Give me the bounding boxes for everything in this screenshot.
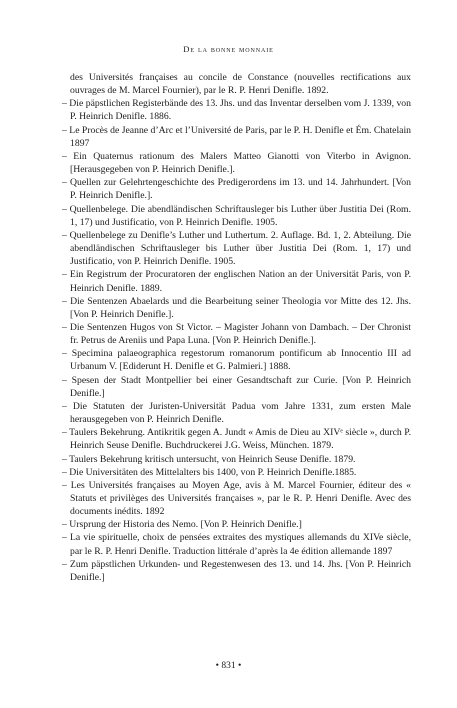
bibliography-entry: – Quellenbelege. Die abendländischen Schriftausleger bis Luther über Justitia Dei (Rom. 1, 17) und Justificatio, von P. Heinrich Denifle. 1905.: [62, 203, 411, 228]
bibliography-entry: – Ein Quaternus rationum des Malers Matteo Gianotti von Viterbo in Avignon. [Herausgegeben von P. Heinrich Denifle.].: [62, 150, 411, 176]
bibliography-list: [62, 71, 411, 584]
continued-entry: des Universités françaises au concile de Constance (nouvelles rectifications aux ouvrages de M. Marcel Fournier), par le R. P. Henri Denifle. 1892.: [70, 72, 411, 97]
bibliography-entry: – Die Sentenzen Abaelards und die Bearbeitung seiner Theologia vor Mitte des 12. Jhs. [Von P. Heinrich Denifle.].: [62, 295, 411, 320]
bibliography-entry: – Ursprung der Historia des Nemo. [Von P. Heinrich Denifle.]: [62, 519, 302, 531]
bibliography-entry: – Specimina palaeographica regestorum romanorum pontificum ab Innocentio III ad Urbanum V. [Ediderunt H. Denifle et G. Palmieri.] 1888.: [62, 348, 411, 373]
bibliography-entry: – Quellenbelege zu Denifle’s Luther und Luthertum. 2. Auflage. Bd. 1, 2. Abteilung. Die abendländischen Schriftausleger bis Luther über Justitia Dei (Rom. 1, 17) und Justificatio, von P. Heinrich Denifle. 1905.: [62, 229, 411, 268]
bibliography-entry: – Taulers Bekehrung. Antikritik gegen A. Jundt « Amis de Dieu au XIVᵉ siècle », durch P. Heinrich Seuse Denifle. Buchdruckerei J.G. Weiss, München. 1879.: [62, 427, 411, 452]
bibliography-entry: – Die Statuten der Juristen-Universität Padua vom Jahre 1331, zum ersten Male herausgegeben von P. Heinrich Denifle.: [62, 400, 411, 426]
bibliography-entry: – Die Sentenzen Hugos von St Victor. – Magister Johann von Dambach. – Der Chronist fr. Petrus de Areniis und Papa Luna. [Von P. Heinrich Denifle.].: [62, 321, 411, 347]
bibliography-entry: – Ein Registrum der Procuratoren der englischen Nation an der Universität Paris, von P. Heinrich Denifle. 1889.: [62, 269, 411, 294]
bibliography-entry: – Le Procès de Jeanne d’Arc et l’Université de Paris, par le P. H. Denifle et Ém. Chatelain 1897: [62, 124, 411, 149]
bibliography-entry: – Taulers Bekehrung kritisch untersucht, von Heinrich Seuse Denifle. 1879.: [62, 453, 356, 465]
page-number: • 831 •: [215, 661, 242, 671]
running-head: De la bonne monnaie: [183, 44, 274, 54]
bibliography-entry: – Zum päpstlichen Urkunden- und Regestenwesen des 13. und 14. Jhs. [Von P. Heinrich Denifle.]: [62, 558, 411, 583]
bibliography-entry: – Die Universitäten des Mittelalters bis 1400, von P. Heinrich Denifle.1885.: [62, 466, 357, 478]
bibliography-entry: – Spesen der Stadt Montpellier bei einer Gesandtschaft zur Curie. [Von P. Heinrich Denifle.]: [62, 374, 411, 399]
bibliography-entry: – Les Universités françaises au Moyen Age, avis à M. Marcel Fournier, éditeur des « Statuts et privilèges des Universités françaises », par le R. P. Henri Denifle. Avec des documents inédits. 1892: [62, 479, 411, 518]
bibliography-entry: – Die päpstlichen Registerbände des 13. Jhs. und das Inventar derselben vom J. 1339, von P. Heinrich Denifle. 1886.: [62, 98, 411, 123]
bibliography-entry: – Quellen zur Gelehrtengeschichte des Predigerordens im 13. und 14. Jahrhundert. [Von P. Heinrich Denifle.].: [62, 177, 411, 202]
bibliography-entry: – La vie spirituelle, choix de pensées extraites des mystiques allemands du XIVe siècle, par le R. P. Henri Denifle. Traduction littérale d’après la 4e édition allemande 1897: [62, 532, 411, 557]
